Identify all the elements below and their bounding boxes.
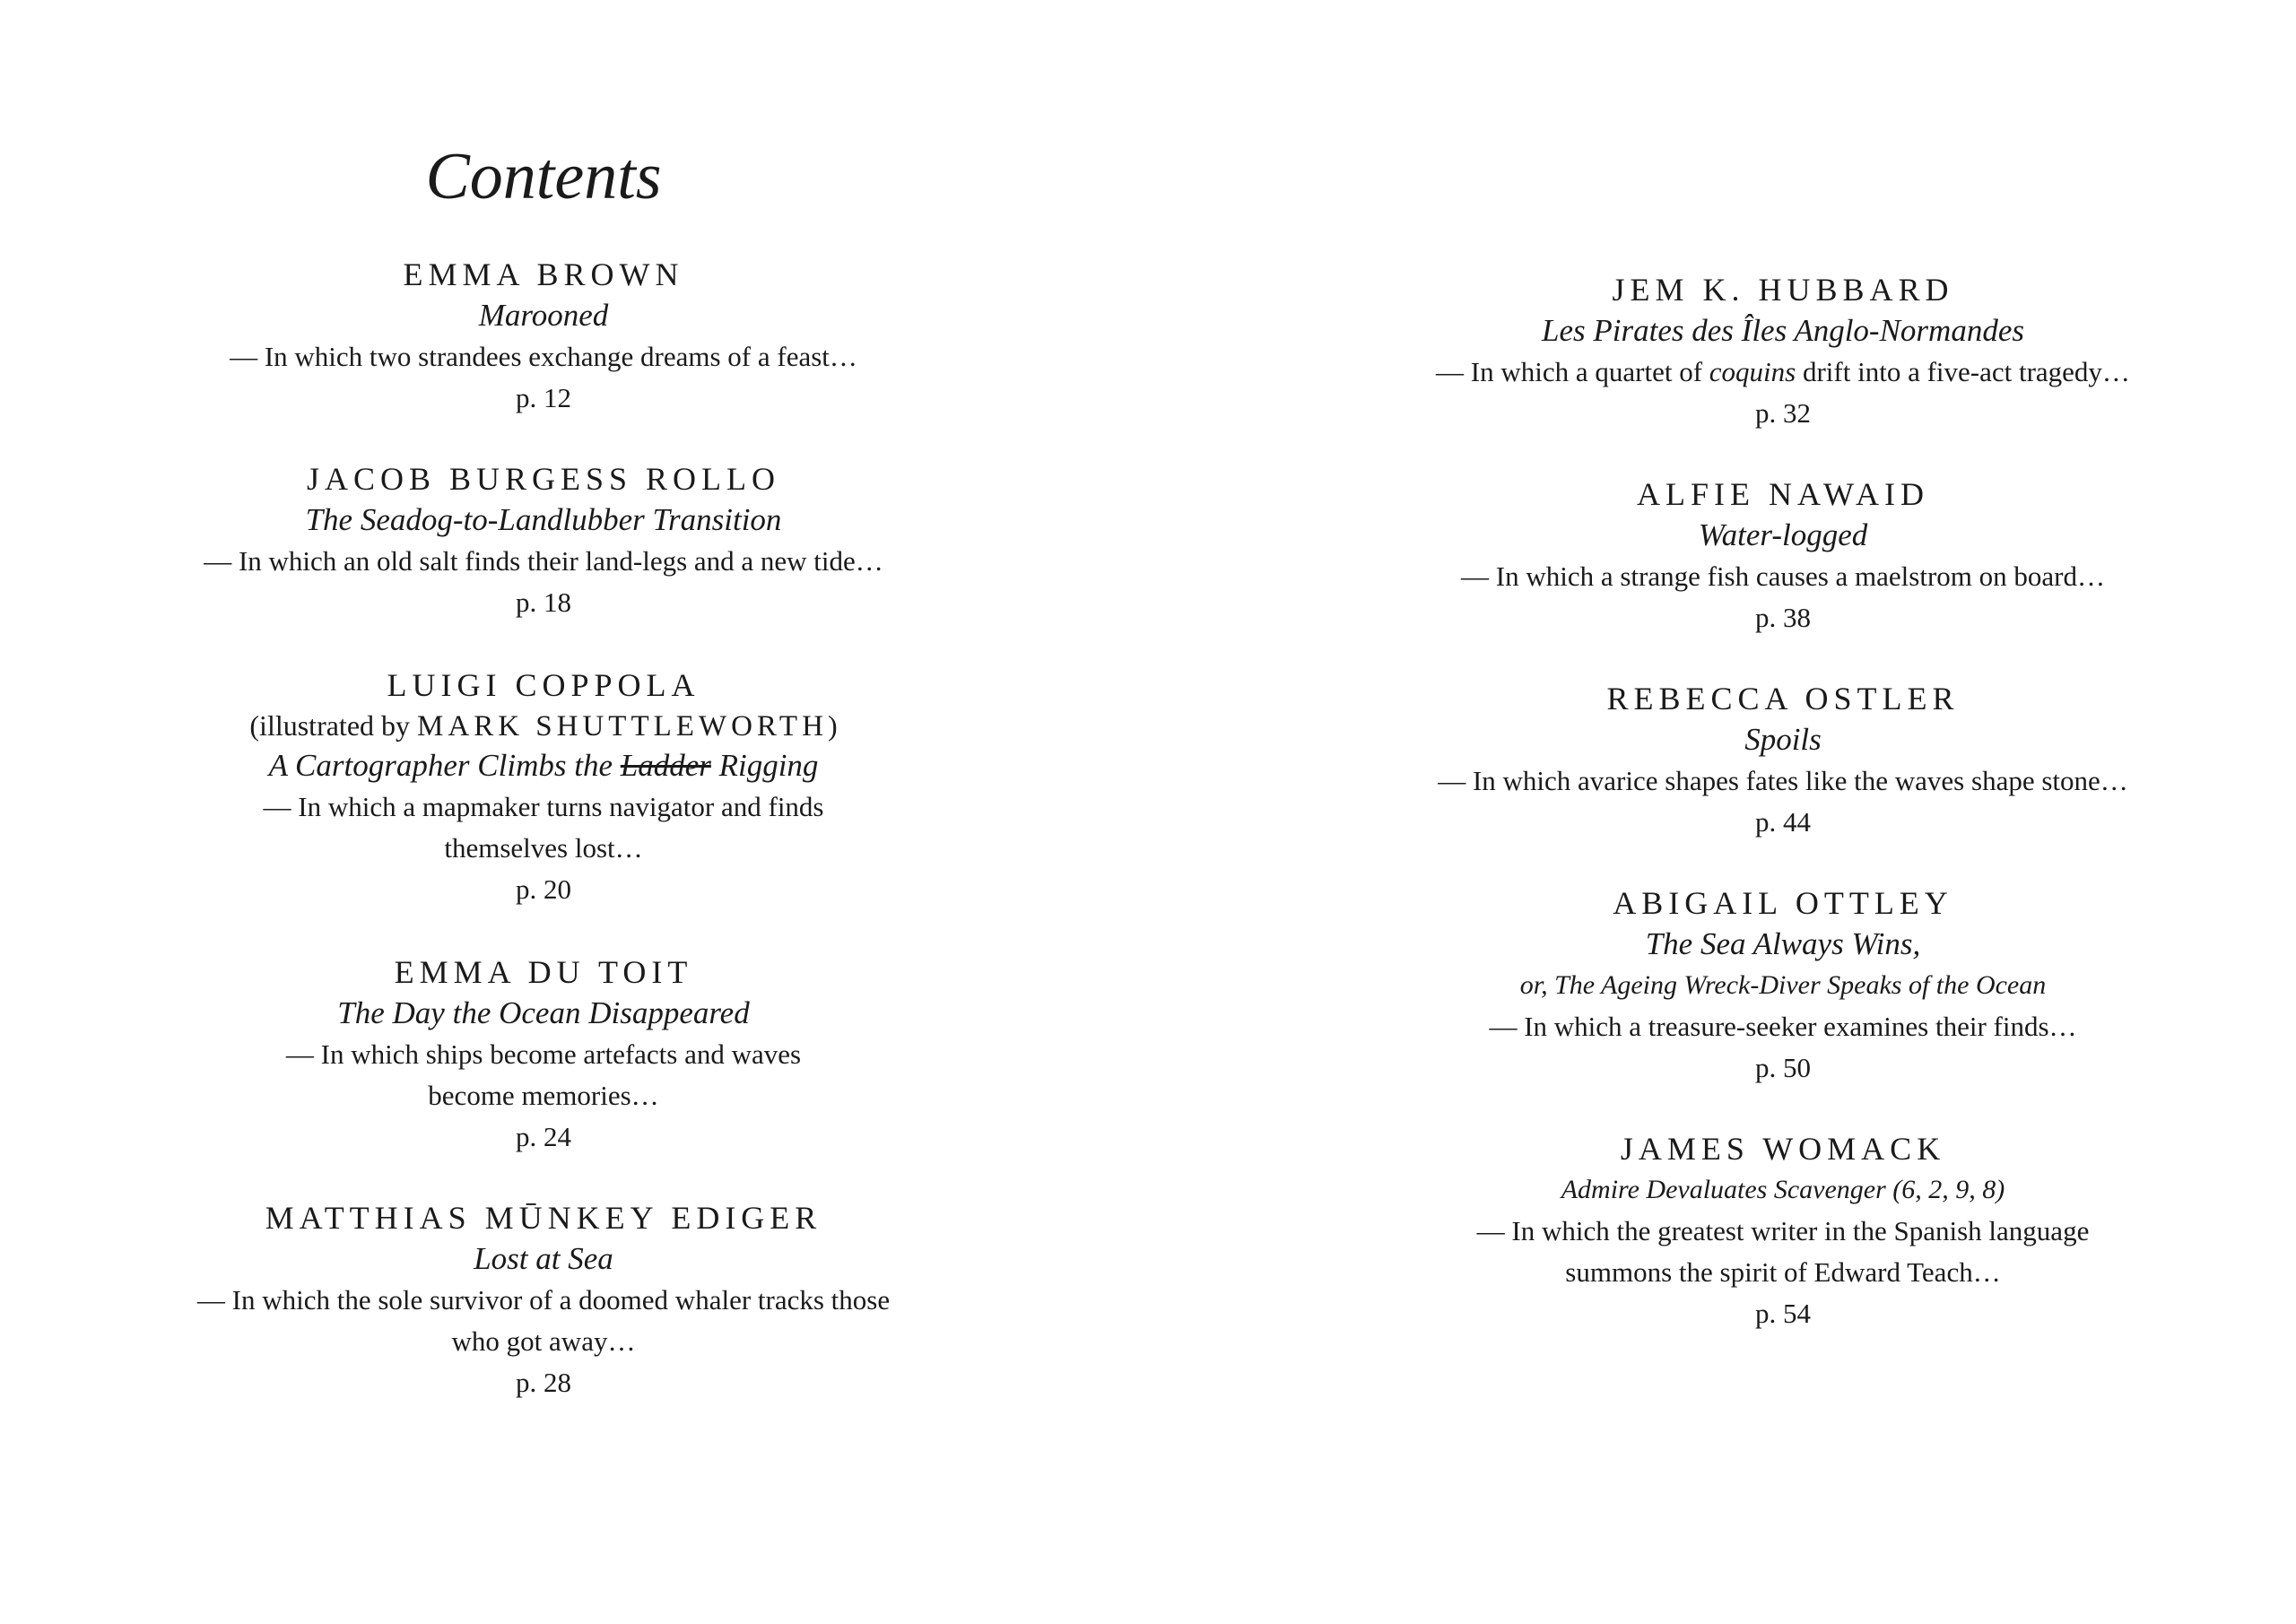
toc-entry-matthias-munkey-ediger[interactable] [90,1197,997,1403]
toc-description [1329,352,2237,393]
toc-description-cont: summons the spirit of Edward Teach… [1565,1256,2001,1288]
toc-author: LUIGI COPPOLA [387,667,700,703]
toc-author: ABIGAIL OTTLEY [1613,885,1953,921]
toc-title: The Day the Ocean Disappeared [337,995,750,1030]
toc-title: Admire Devaluates Scavenger (6, 2, 9, 8) [1561,1175,2005,1204]
toc-author: JAMES WOMACK [1620,1131,1946,1167]
toc-description-start: — In which a quartet of [1436,356,1703,387]
toc-description-end: drift into a five-act tragedy… [1802,356,2130,387]
illustrated-by-prefix: (illustrated by [249,709,411,742]
toc-title: Lost at Sea [474,1241,613,1276]
illustrator-name: MARK SHUTTLEWORTH [417,710,828,743]
toc-entry-rebecca-ostler[interactable] [1329,678,2237,843]
toc-description-cont: become memories… [428,1080,659,1111]
toc-title: Marooned [478,298,609,333]
toc-entry-alfie-nawaid[interactable] [1329,473,2237,638]
toc-author: JACOB BURGESS ROLLO [306,461,781,497]
toc-author: ALFIE NAWAID [1636,476,1930,512]
toc-page-number: p. 18 [516,586,571,618]
toc-description-cont: themselves lost… [444,832,643,864]
toc-subtitle: or, The Ageing Wreck-Diver Speaks of the Ocean [1519,970,2047,1000]
toc-page-number: p. 38 [1755,602,1811,633]
toc-author: REBECCA OSTLER [1606,681,1960,716]
toc-page-number: p. 12 [516,382,571,413]
toc-title: The Sea Always Wins, [1645,926,1921,961]
toc-author: MATTHIAS MŪNKEY EDIGER [265,1200,822,1236]
toc-title-end: Rigging [718,748,819,783]
toc-description: — In which the greatest writer in the Spanish language [1476,1215,2090,1246]
toc-entry-jacob-burgess-rollo[interactable] [90,458,997,623]
toc-title: Les Pirates des Îles Anglo-Normandes [1542,313,2024,348]
toc-title: Water-logged [1698,517,1868,552]
toc-author: JEM K. HUBBARD [1612,272,1954,308]
toc-page-number: p. 50 [1755,1052,1811,1083]
toc-entry-emma-brown[interactable] [90,254,997,419]
toc-illustrator-credit [90,706,997,745]
toc-page-number: p. 28 [516,1367,571,1398]
illustrated-by-suffix: ) [827,709,838,742]
toc-page-number: p. 54 [1755,1298,1811,1329]
toc-description: — In which a strange fish causes a maelstrom on board… [1461,560,2105,592]
toc-title-struck-word: Ladder [620,748,711,783]
toc-entry-jem-k-hubbard[interactable] [1329,269,2237,434]
toc-title: Spoils [1744,722,1822,757]
toc-title: The Seadog-to-Landlubber Transition [305,502,782,537]
toc-page-number: p. 32 [1755,397,1811,429]
toc-entry-emma-du-toit[interactable] [90,951,997,1158]
toc-page-number: p. 44 [1755,806,1811,838]
toc-entry-luigi-coppola[interactable] [90,664,997,910]
toc-page-number: p. 20 [516,873,571,905]
toc-author: EMMA DU TOIT [394,954,693,990]
contents-heading: Contents [425,140,662,213]
toc-title-start: A Cartographer Climbs the [268,748,613,783]
toc-description-cont: who got away… [451,1325,636,1357]
toc-author: EMMA BROWN [403,256,684,292]
toc-description: — In which avarice shapes fates like the waves shape stone… [1438,765,2128,796]
toc-entry-abigail-ottley[interactable] [1329,882,2237,1089]
toc-description: — In which an old salt finds their land-legs and a new tide… [204,545,883,577]
toc-description: — In which a mapmaker turns navigator and finds [263,791,824,822]
toc-title [90,745,997,786]
toc-description: — In which ships become artefacts and waves [285,1038,802,1070]
toc-description: — In which two strandees exchange dreams of a feast… [230,341,857,372]
toc-description: — In which a treasure-seeker examines their finds… [1489,1011,2077,1042]
toc-page-number: p. 24 [516,1121,571,1152]
toc-description-italic-word: coquins [1709,356,1796,387]
toc-entry-james-womack[interactable] [1329,1128,2237,1334]
toc-description: — In which the sole survivor of a doomed whaler tracks those [196,1284,891,1316]
